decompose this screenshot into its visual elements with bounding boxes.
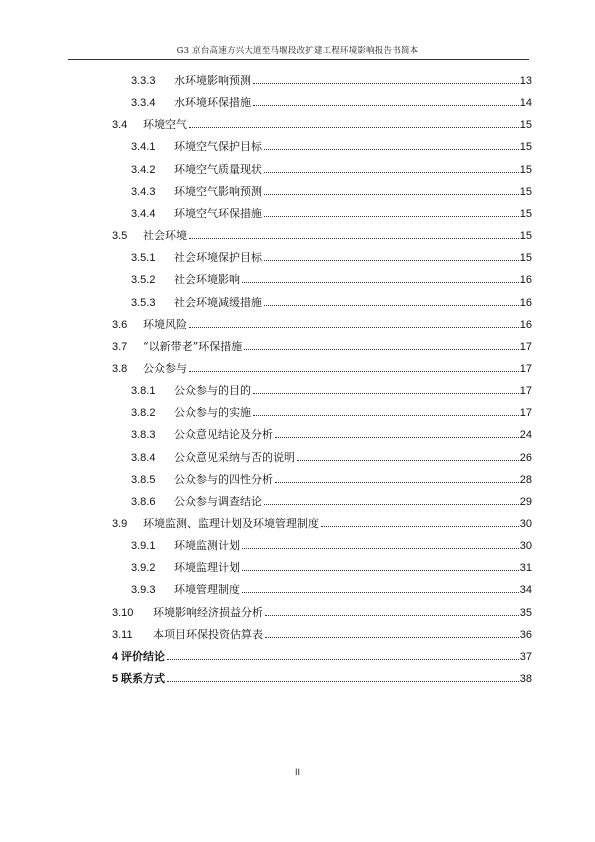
- toc-entry-page: 14: [519, 97, 532, 110]
- toc-entry-number: 3.9: [112, 518, 128, 530]
- dot-leader: [253, 74, 519, 84]
- toc-entry[interactable]: [131, 140, 532, 154]
- toc-entry-number: 3.5.1: [131, 252, 156, 265]
- toc-entry-page: 28: [519, 473, 532, 486]
- toc-entry[interactable]: [131, 428, 532, 442]
- dot-leader: [242, 583, 519, 593]
- dot-leader: [275, 428, 519, 438]
- toc-entry-page: 24: [519, 429, 532, 442]
- toc-entry-number: 3.9.2: [131, 562, 156, 575]
- toc-entry-number: 3.8.4: [131, 451, 156, 464]
- toc-entry-number: 3.4.1: [131, 141, 156, 154]
- toc-entry-number: 3.7: [112, 340, 128, 353]
- toc-entry-title: 社会环境: [143, 229, 187, 243]
- toc-entry[interactable]: [131, 185, 532, 199]
- toc-entry[interactable]: [131, 406, 532, 420]
- toc-entry-page: 15: [519, 207, 532, 220]
- toc-entry-number: 5: [112, 673, 119, 686]
- toc-entry-page: 37: [519, 650, 532, 663]
- toc-entry-number: 3.8.3: [131, 429, 156, 442]
- toc-entry-title: 水环境环保措施: [174, 96, 251, 110]
- toc-entry-title: 环境监理计划: [174, 561, 240, 575]
- dot-leader: [264, 251, 519, 261]
- toc-entry-number: 4: [112, 650, 119, 663]
- toc-entry-title: 联系方式: [121, 672, 165, 686]
- dot-leader: [264, 207, 519, 217]
- toc-entry-number: 3.9.1: [131, 540, 156, 553]
- dot-leader: [167, 672, 519, 682]
- toc-entry-title: 公众参与调查结论: [174, 494, 262, 508]
- toc-entry-page: 30: [519, 518, 532, 530]
- toc-entry-title: 本项目环保投资估算表: [153, 627, 263, 641]
- toc-entry-page: 34: [519, 584, 532, 597]
- toc-entry-page: 16: [519, 274, 532, 287]
- toc-entry-title: 环境空气质量现状: [174, 162, 262, 176]
- dot-leader: [275, 473, 519, 483]
- dot-leader: [253, 384, 519, 394]
- toc-entry-number: 3.5: [112, 230, 128, 243]
- toc-entry-number: 3.6: [112, 318, 128, 331]
- dot-leader: [242, 561, 519, 571]
- toc-entry-page: 17: [519, 362, 532, 375]
- toc-entry[interactable]: [112, 229, 532, 243]
- toc-entry-number: 3.3.4: [131, 97, 156, 110]
- toc-entry-page: 30: [519, 540, 532, 553]
- header-rule: [68, 59, 529, 60]
- dot-leader: [189, 229, 519, 239]
- toc-entry[interactable]: [131, 296, 532, 310]
- dot-leader: [265, 628, 519, 638]
- toc-entry-number: 3.8.5: [131, 473, 156, 486]
- dot-leader: [253, 406, 519, 416]
- toc-entry[interactable]: [131, 561, 532, 575]
- toc-entry-number: 3.5.2: [131, 274, 156, 287]
- dot-leader: [244, 340, 519, 350]
- toc-entry-title: 环境管理制度: [174, 583, 240, 597]
- toc-entry-title: 环境监测计划: [174, 539, 240, 553]
- toc-entry[interactable]: [131, 163, 532, 177]
- toc-entry[interactable]: [112, 118, 532, 132]
- toc-entry-title: 环境影响经济损益分析: [153, 605, 263, 619]
- toc-entry[interactable]: [131, 384, 532, 398]
- toc-entry-page: 26: [519, 451, 532, 464]
- toc-entry-number: 3.8.1: [131, 385, 156, 398]
- dot-leader: [264, 495, 519, 505]
- dot-leader: [242, 539, 519, 549]
- toc-entry-page: 36: [519, 628, 532, 641]
- toc-entry-title: “以新带老”环保措施: [143, 339, 243, 353]
- toc-entry-page: 17: [519, 340, 532, 353]
- toc-entry[interactable]: [112, 606, 532, 620]
- toc-entry-title: 公众参与的四性分析: [174, 472, 273, 486]
- toc-entry[interactable]: [131, 207, 532, 221]
- toc-entry[interactable]: [131, 473, 532, 487]
- dot-leader: [264, 185, 519, 195]
- toc-entry-title: 社会环境保护目标: [174, 251, 262, 265]
- toc-entry-title: 环境空气影响预测: [174, 184, 262, 198]
- dot-leader: [189, 318, 519, 328]
- toc-entry-number: 3.4: [112, 119, 128, 132]
- toc-entry-title: 社会环境影响: [174, 273, 240, 287]
- toc-entry[interactable]: [112, 628, 532, 642]
- toc-entry[interactable]: [131, 583, 532, 597]
- toc-entry[interactable]: [131, 74, 532, 88]
- dot-leader: [253, 96, 519, 106]
- dot-leader: [321, 517, 519, 527]
- toc-entry-title: 环境空气: [143, 118, 187, 132]
- dot-leader: [242, 273, 519, 283]
- toc-entry-page: 13: [519, 75, 532, 87]
- toc-entry-number: 3.5.3: [131, 296, 156, 309]
- toc-entry-title: 社会环境减缓措施: [174, 295, 262, 309]
- toc-entry-page: 35: [519, 606, 532, 619]
- toc-entry-page: 15: [519, 185, 532, 198]
- toc-entry-page: 15: [519, 163, 532, 176]
- page-number: II: [294, 767, 300, 777]
- toc-entry-page: 31: [519, 562, 532, 575]
- toc-entry-number: 3.4.4: [131, 207, 156, 220]
- toc-entry-number: 3.4.2: [131, 163, 156, 176]
- toc-entry-page: 16: [519, 296, 532, 309]
- toc-entry[interactable]: [131, 96, 532, 110]
- toc-entry-title: 公众意见采纳与否的说明: [174, 450, 295, 464]
- toc-entry-title: 评价结论: [121, 649, 165, 663]
- toc-entry-number: 3.10: [112, 606, 134, 619]
- toc-entry[interactable]: [112, 362, 532, 376]
- toc-entry[interactable]: [112, 517, 532, 531]
- toc-entry-title: 环境风险: [143, 317, 187, 331]
- toc-entry-page: 38: [519, 673, 532, 686]
- dot-leader: [189, 362, 519, 372]
- toc-entry-title: 公众参与的目的: [174, 384, 251, 398]
- toc-entry[interactable]: [131, 251, 532, 265]
- toc-entry-title: 水环境影响预测: [174, 74, 251, 87]
- toc-entry-page: 29: [519, 495, 532, 508]
- toc-entry-title: 环境空气保护目标: [174, 140, 262, 154]
- dot-leader: [264, 296, 519, 306]
- toc-entry-page: 16: [519, 318, 532, 331]
- toc-entry-number: 3.4.3: [131, 185, 156, 198]
- toc-entry-title: 环境空气环保措施: [174, 206, 262, 220]
- dot-leader: [264, 140, 519, 150]
- dot-leader: [265, 606, 519, 616]
- toc-entry[interactable]: [131, 495, 532, 509]
- toc-entry-number: 3.3.3: [131, 75, 156, 87]
- toc-entry-number: 3.8.2: [131, 407, 156, 420]
- toc-entry-title: 环境监测、监理计划及环境管理制度: [143, 517, 319, 530]
- toc-entry[interactable]: [112, 318, 532, 332]
- toc-entry-number: 3.8.6: [131, 495, 156, 508]
- running-header: G3 京台高速方兴大道至马堰段改扩建工程环境影响报告书简本: [176, 46, 419, 56]
- toc-entry-title: 公众参与的实施: [174, 406, 251, 420]
- toc-entry-page: 15: [519, 230, 532, 243]
- toc-entry-number: 3.8: [112, 362, 128, 375]
- toc-entry-title: 公众意见结论及分析: [174, 428, 273, 442]
- toc-entry[interactable]: [112, 672, 532, 686]
- toc-entry[interactable]: [112, 650, 532, 664]
- toc-entry[interactable]: [131, 539, 532, 553]
- toc-entry-number: 3.11: [112, 628, 133, 641]
- toc-entry-page: 17: [519, 385, 532, 398]
- toc-entry-number: 3.9.3: [131, 584, 156, 597]
- toc-entry-title: 公众参与: [143, 361, 187, 375]
- dot-leader: [167, 650, 519, 660]
- dot-leader: [297, 451, 519, 461]
- dot-leader: [189, 118, 519, 128]
- toc-entry[interactable]: [131, 451, 532, 465]
- toc-entry-page: 15: [519, 119, 532, 132]
- toc-entry[interactable]: [131, 273, 532, 287]
- toc-entry-page: 17: [519, 407, 532, 420]
- toc-entry-page: 15: [519, 141, 532, 154]
- toc-entry-page: 15: [519, 252, 532, 265]
- toc-entry[interactable]: [112, 340, 532, 354]
- dot-leader: [264, 163, 519, 173]
